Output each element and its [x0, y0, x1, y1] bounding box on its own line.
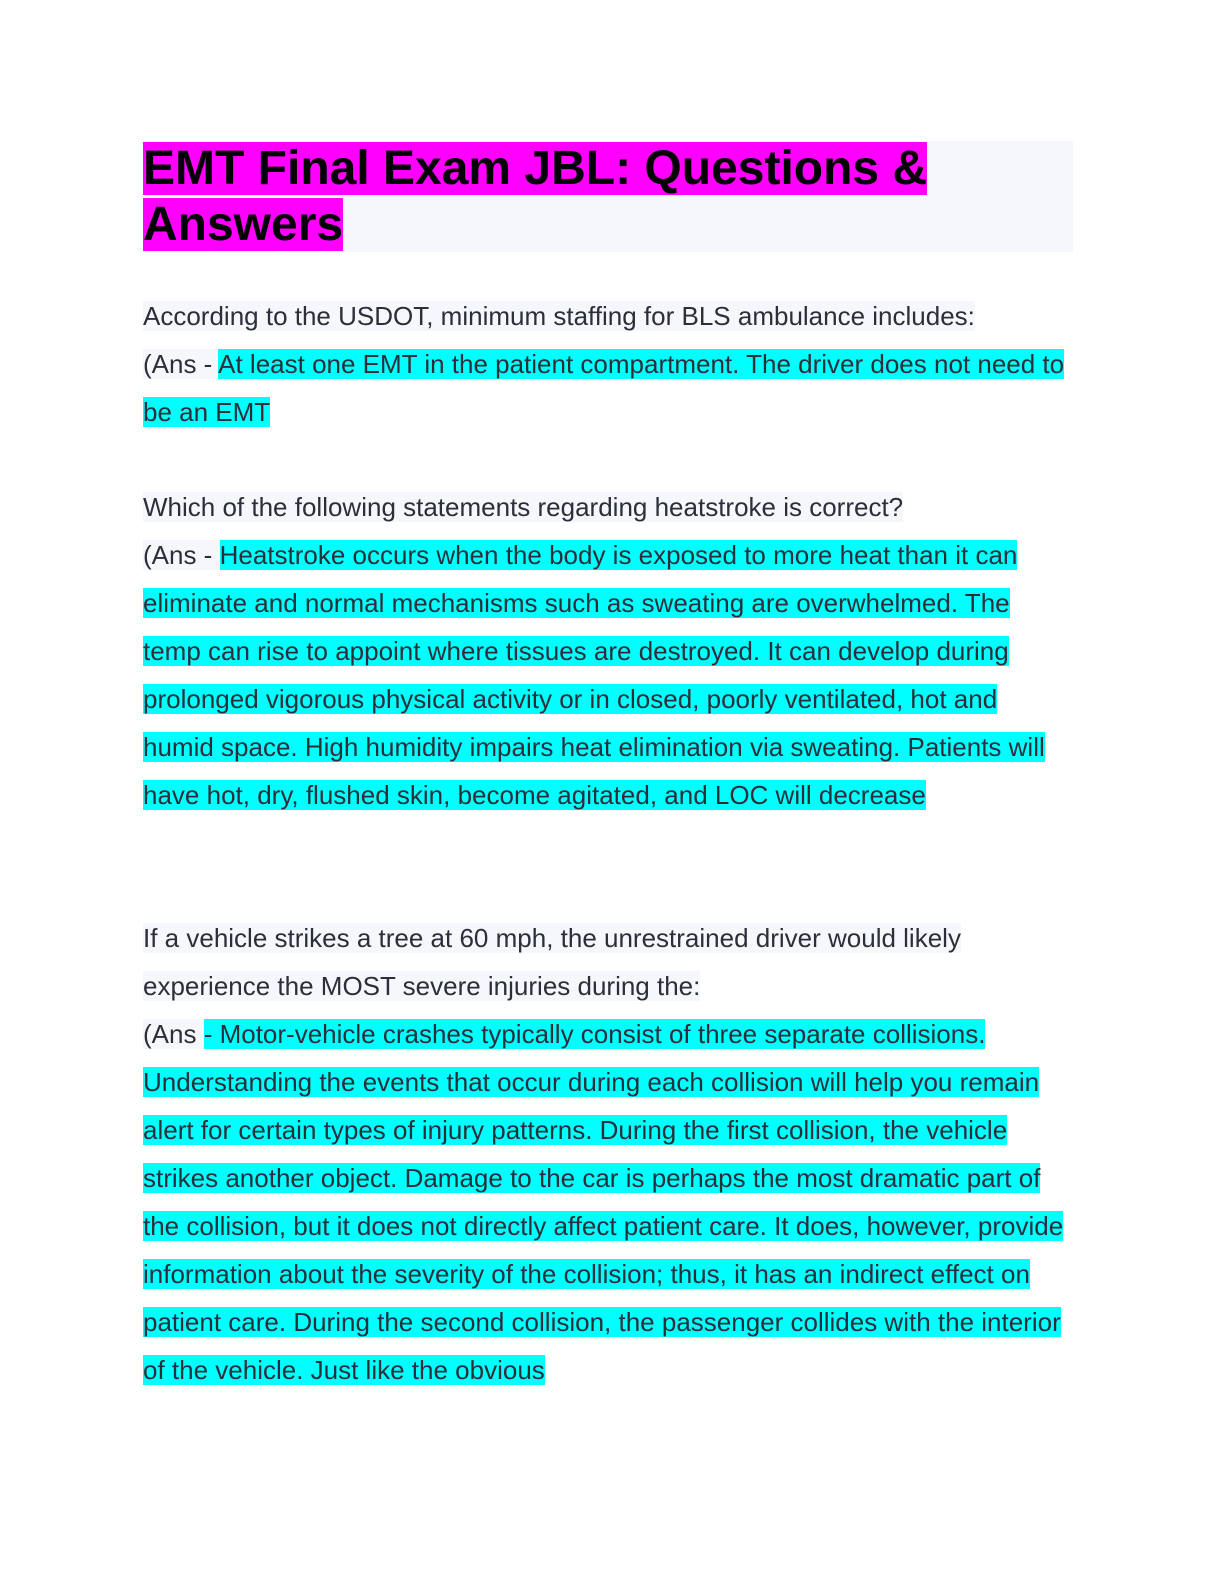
question-text: According to the USDOT, minimum staffing for BLS ambulance includes:: [143, 301, 975, 331]
qa-item: [143, 483, 1073, 819]
document-title: [143, 141, 1073, 253]
answer-prefix: (Ans -: [143, 540, 220, 570]
answer-prefix: (Ans: [143, 1019, 204, 1049]
answer-prefix: (Ans -: [143, 349, 219, 379]
question-text: If a vehicle strikes a tree at 60 mph, the unrestrained driver would likely experience the MOST severe injuries during the:: [143, 923, 961, 1001]
question-text: Which of the following statements regarding heatstroke is correct?: [143, 492, 904, 522]
title-highlight: EMT Final Exam JBL: Questions & Answers: [143, 142, 928, 251]
qa-item: [143, 914, 1073, 1394]
title-block: [143, 141, 1073, 252]
answer-highlight: At least one EMT in the patient compartment. The driver does not need to be an EMT: [143, 349, 1065, 427]
answer-highlight: Heatstroke occurs when the body is exposed to more heat than it can eliminate and normal mechanisms such as sweating are overwhelmed. The temp can rise to appoint where tissues are destroyed. It can develop during prolonged vigorous physical activity or in closed, poorly ventilated, hot and humid space. High humidity impairs heat elimination via sweating. Patients will have hot, dry, flushed skin, become agitated, and LOC will decrease: [143, 540, 1045, 810]
answer-highlight: - Motor-vehicle crashes typically consist of three separate collisions. Understanding the events that occur during each collision will help you remain alert for certain types of injury patterns. During the first collision, the vehicle strikes another object. Damage to the car is perhaps the most dramatic part of the collision, but it does not directly affect patient care. It does, however, provide information about the severity of the collision; thus, it has an indirect effect on patient care. During the second collision, the passenger collides with the interior of the vehicle. Just like the obvious: [143, 1019, 1064, 1385]
qa-item: [143, 292, 1073, 436]
